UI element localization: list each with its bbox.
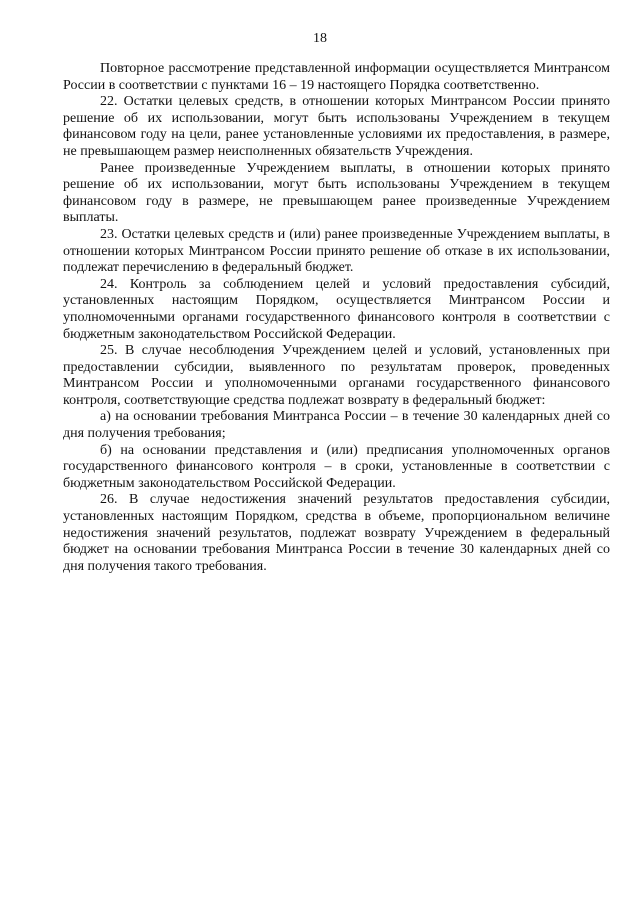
paragraph-22: 22. Остатки целевых средств, в отношении которых Минтрансом России принято решение об их использовании, могут быть использованы Учреждением в текущем финансовом году на цели, ранее установленные условиями их предоставления, в размере, не превышающем размер неисполненных обязательств Учреждения. [63, 94, 610, 159]
page-number: 18 [313, 31, 327, 46]
paragraph-25-a: а) на основании требования Минтранса России – в течение 30 календарных дней со дня получения требования; [63, 409, 610, 442]
paragraph-23: 23. Остатки целевых средств и (или) ранее произведенные Учреждением выплаты, в отношении которых Минтрансом России принято решение об отказе в их использовании, подлежат перечислению в федеральный бюджет. [63, 226, 610, 276]
paragraph-26: 26. В случае недостижения значений результатов предоставления субсидии, установленных настоящим Порядком, средства в объеме, пропорциональном величине недостижения значений результатов, подлежат возврату Учреждением в федеральный бюджет на основании требования Минтранса России в течение 30 календарных дней со дня получения такого требования. [63, 492, 610, 574]
paragraph-24: 24. Контроль за соблюдением целей и условий предоставления субсидий, установленных настоящим Порядком, осуществляется Минтрансом России и уполномоченными органами государственного финансового контроля в соответствии с бюджетным законодательством Российской Федерации. [63, 276, 610, 342]
document-body [63, 61, 610, 575]
paragraph-review: Повторное рассмотрение представленной информации осуществляется Минтрансом России в соответствии с пунктами 16 – 19 настоящего Порядка соответственно. [63, 61, 610, 93]
paragraph-22-payments: Ранее произведенные Учреждением выплаты, в отношении которых принято решение об их использовании, могут быть использованы Учреждением в текущем финансовом году в размере, не превышающем ранее произведенные Учреждением выплаты. [63, 160, 610, 226]
paragraph-25-b: б) на основании представления и (или) предписания уполномоченных органов государственного финансового контроля – в сроки, установленные в соответствии с бюджетным законодательством Российской Федерации. [63, 442, 610, 491]
paragraph-25: 25. В случае несоблюдения Учреждением целей и условий, установленных при предоставлении субсидии, выявленного по результатам проверок, проведенных Минтрансом России и уполномоченными органами государственного финансового контроля, соответствующие средства подлежат возврату в федеральный бюджет: [63, 343, 610, 408]
